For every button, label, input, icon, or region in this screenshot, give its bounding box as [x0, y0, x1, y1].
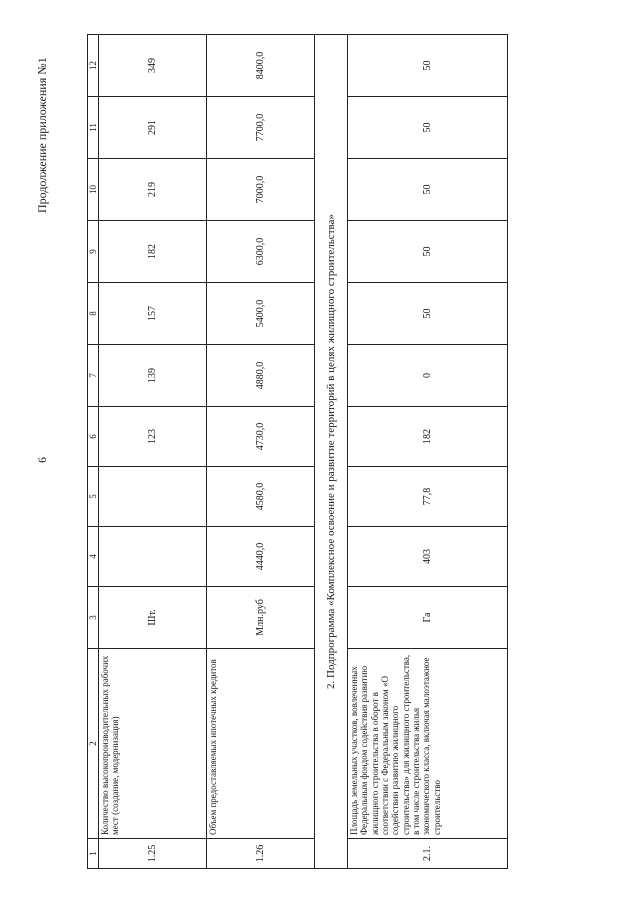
value-cell: 50	[348, 283, 508, 345]
row-number: 1.25	[99, 839, 207, 869]
col-num: 12	[88, 35, 99, 97]
value-cell: 4580,0	[207, 467, 315, 527]
table-row	[348, 35, 508, 869]
indicator-name: Количество высокопроизводительных рабочих мест (создание, модернизация)	[99, 649, 207, 839]
value-cell: 77,8	[348, 467, 508, 527]
value-cell: 349	[99, 35, 207, 97]
indicator-name: Объем предоставляемых ипотечных кредитов	[207, 649, 315, 839]
rotated-page	[35, 28, 595, 873]
row-number: 1.26	[207, 839, 315, 869]
value-cell: 219	[99, 159, 207, 221]
col-num: 3	[88, 587, 99, 649]
column-number-row	[88, 35, 99, 869]
value-cell: 6300,0	[207, 221, 315, 283]
value-cell: 50	[348, 97, 508, 159]
value-cell: 50	[348, 221, 508, 283]
unit: Шт.	[99, 587, 207, 649]
value-cell: 4730,0	[207, 407, 315, 467]
section-title: 2. Подпрограмма «Комплексное освоение и развитие территорий в целях жилищного строительства»	[315, 35, 348, 869]
value-cell: 50	[348, 35, 508, 97]
value-cell: 403	[348, 527, 508, 587]
col-num: 7	[88, 345, 99, 407]
col-num: 10	[88, 159, 99, 221]
value-cell: 291	[99, 97, 207, 159]
value-cell: 4440,0	[207, 527, 315, 587]
section-row	[315, 35, 348, 869]
page-number: 6	[35, 457, 49, 463]
value-cell: 182	[99, 221, 207, 283]
col-num: 11	[88, 97, 99, 159]
value-cell: 50	[348, 159, 508, 221]
table-row	[207, 35, 315, 869]
value-cell: 5400,0	[207, 283, 315, 345]
value-cell	[99, 467, 207, 527]
col-num: 2	[88, 649, 99, 839]
value-cell: 7700,0	[207, 97, 315, 159]
table-row	[99, 35, 207, 869]
col-num: 8	[88, 283, 99, 345]
row-number: 2.1.	[348, 839, 508, 869]
col-num: 5	[88, 467, 99, 527]
col-num: 9	[88, 221, 99, 283]
indicators-table	[87, 34, 508, 869]
value-cell: 123	[99, 407, 207, 467]
unit: Га	[348, 587, 508, 649]
unit: Млн.руб	[207, 587, 315, 649]
col-num: 1	[88, 839, 99, 869]
value-cell: 7000,0	[207, 159, 315, 221]
value-cell: 8400,0	[207, 35, 315, 97]
value-cell: 182	[348, 407, 508, 467]
indicator-name: Площадь земельных участков, вовлеченных Федеральным фондом содействия развитию жилищного строительства в оборот в соответствии с Федеральным законом «О содействии развитию жилищного строительства» для жилищного строительства, в том числе строительства жилья экономического класса, включая малоэтажное строительство	[348, 649, 508, 839]
col-num: 6	[88, 407, 99, 467]
value-cell: 139	[99, 345, 207, 407]
value-cell: 0	[348, 345, 508, 407]
col-num: 4	[88, 527, 99, 587]
value-cell	[99, 527, 207, 587]
value-cell: 157	[99, 283, 207, 345]
value-cell: 4880,0	[207, 345, 315, 407]
appendix-label: Продолжение приложения №1	[35, 57, 49, 213]
